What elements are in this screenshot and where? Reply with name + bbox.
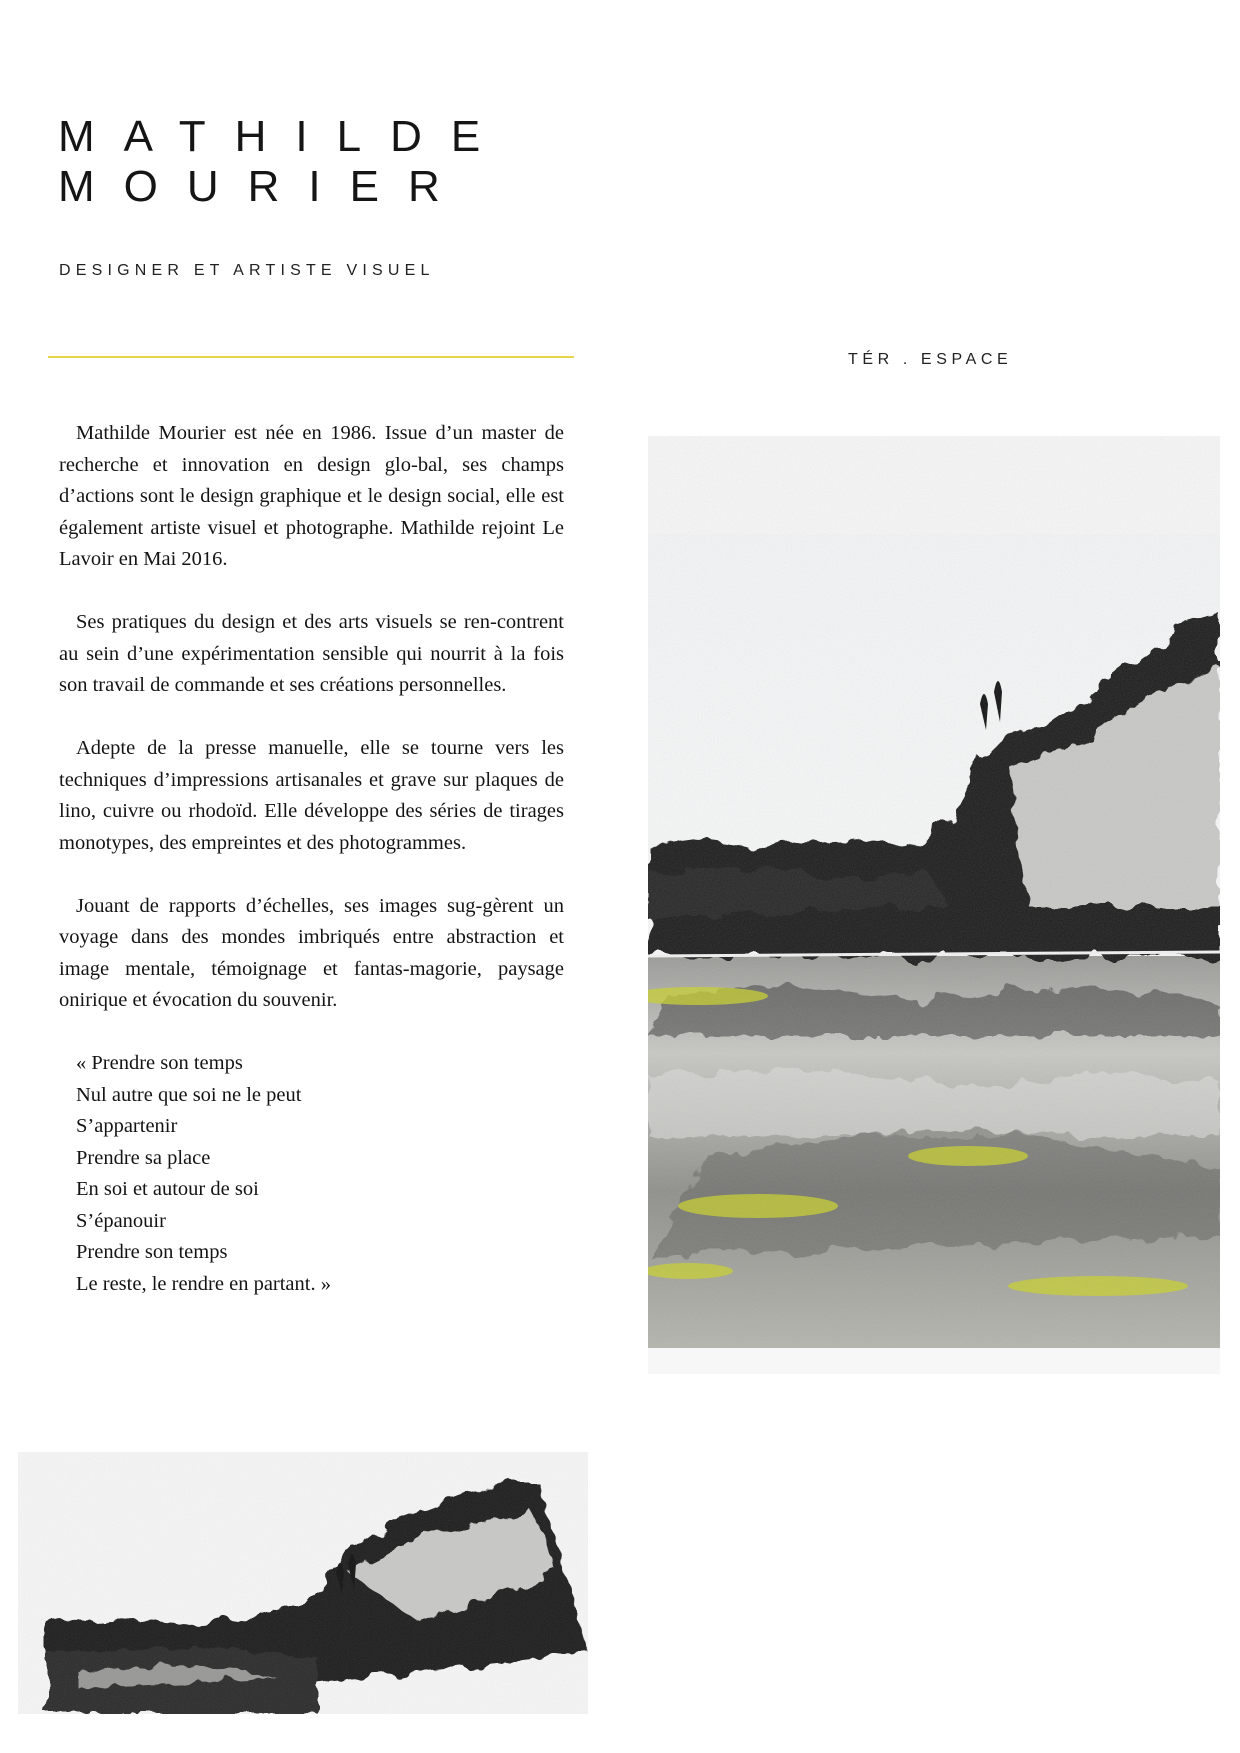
monotype-print-landscape: [648, 436, 1220, 1374]
poem: [59, 1048, 564, 1300]
poem-line: « Prendre son temps: [76, 1052, 243, 1074]
poem-line: S’épanouir: [76, 1209, 166, 1232]
bio-paragraph: Adepte de la presse manuelle, elle se tourne vers les techniques d’impressions artisanales et grave sur plaques de lino, cuivre ou rhodoïd. Elle développe des séries de tirages monotypes, des empreintes et des photogrammes.: [59, 737, 564, 854]
poem-line: Prendre sa place: [76, 1146, 211, 1169]
bio-paragraph: Ses pratiques du design et des arts visuels se ren-contrent au sein d’une expérimentation sensible qui nourrit à la fois son travail de commande et ses créations personnelles.: [59, 611, 564, 696]
artist-name: [58, 112, 509, 212]
artist-first-name: MATHILDE: [58, 112, 510, 161]
artist-last-name: MOURIER: [58, 162, 469, 211]
poem-line: Le reste, le rendre en partant. »: [76, 1272, 331, 1295]
poem-line: En soi et autour de soi: [76, 1178, 259, 1200]
monotype-print-detail: [18, 1452, 588, 1714]
poem-line: S’appartenir: [76, 1115, 178, 1137]
biography: [59, 418, 564, 1300]
bio-paragraph: Jouant de rapports d’échelles, ses images sug-gèrent un voyage dans des mondes imbriqués entre abstraction et image mentale, témoignage et fantas-magorie, paysage onirique et évocation du souvenir.: [59, 894, 564, 1011]
bio-paragraph: Mathilde Mourier est née en 1986. Issue d’un master de recherche et innovation en design glo-bal, ses champs d’actions sont le design graphique et le design social, elle est également artiste visuel et photographe. Mathilde rejoint Le Lavoir en Mai 2016.: [59, 422, 564, 570]
accent-divider: [48, 356, 574, 358]
artist-role: DESIGNER ET ARTISTE VISUEL: [59, 262, 435, 279]
poem-line: Nul autre que soi ne le peut: [76, 1083, 302, 1106]
series-title: TÉR . ESPACE: [848, 351, 1013, 368]
poem-line: Prendre son temps: [76, 1241, 228, 1263]
